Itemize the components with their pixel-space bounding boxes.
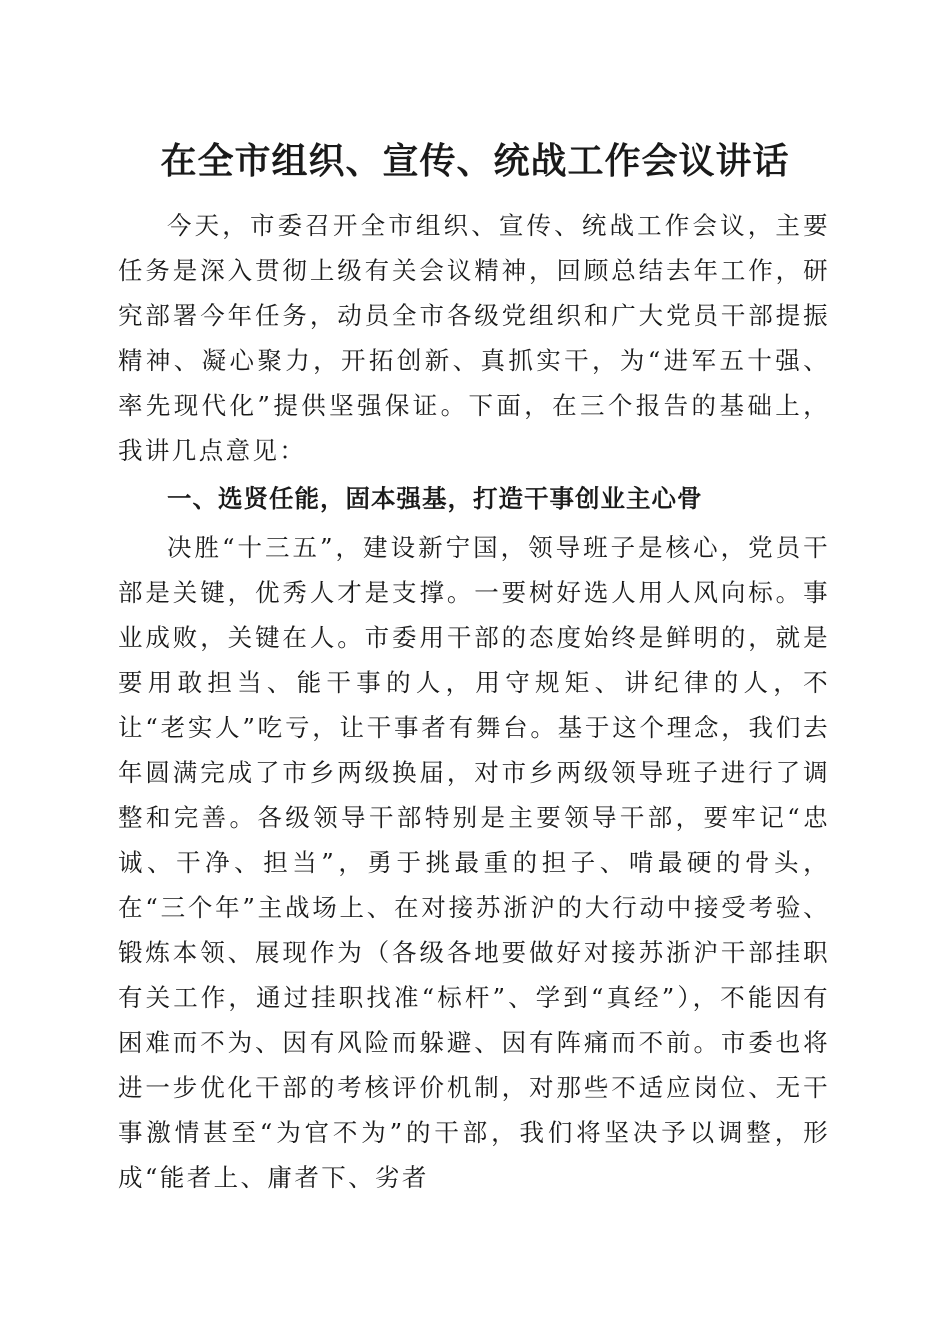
document-body [118, 203, 830, 1200]
intro-paragraph: 今天，市委召开全市组织、宣传、统战工作会议，主要任务是深入贯彻上级有关会议精神，回顾总结去年工作，研究部署今年任务，动员全市各级党组织和广大党员干部提振精神、凝心聚力，开拓创新、真抓实干，为“进军五十强、率先现代化”提供坚强保证。下面，在三个报告的基础上，我讲几点意见： [118, 211, 830, 465]
section-paragraph: 决胜“十三五”，建设新宁国，领导班子是核心，党员干部是关键，优秀人才是支撑。一要树好选人用人风向标。事业成败，关键在人。市委用干部的态度始终是鲜明的，就是要用敢担当、能干事的人，用守规矩、讲纪律的人，不让“老实人”吃亏，让干事者有舞台。基于这个理念，我们去年圆满完成了市乡两级换届，对市乡两级领导班子进行了调整和完善。各级领导干部特别是主要领导干部，要牢记“忠诚、干净、担当”，勇于挑最重的担子、啃最硬的骨头，在“三个年”主战场上、在对接苏浙沪的大行动中接受考验、锻炼本领、展现作为（各级各地要做好对接苏浙沪干部挂职有关工作，通过挂职找准“标杆”、学到“真经”），不能因有困难而不为、因有风险而躲避、因有阵痛而不前。市委也将进一步优化干部的考核评价机制，对那些不适应岗位、无干事激情甚至“为官不为”的干部，我们将坚决予以调整，形成“能者上、庸者下、劣者 [118, 533, 830, 1192]
section-heading: 一、选贤任能，固本强基，打造干事创业主心骨 [167, 484, 703, 513]
document-title: 在全市组织、宣传、统战工作会议讲话 [160, 140, 790, 182]
